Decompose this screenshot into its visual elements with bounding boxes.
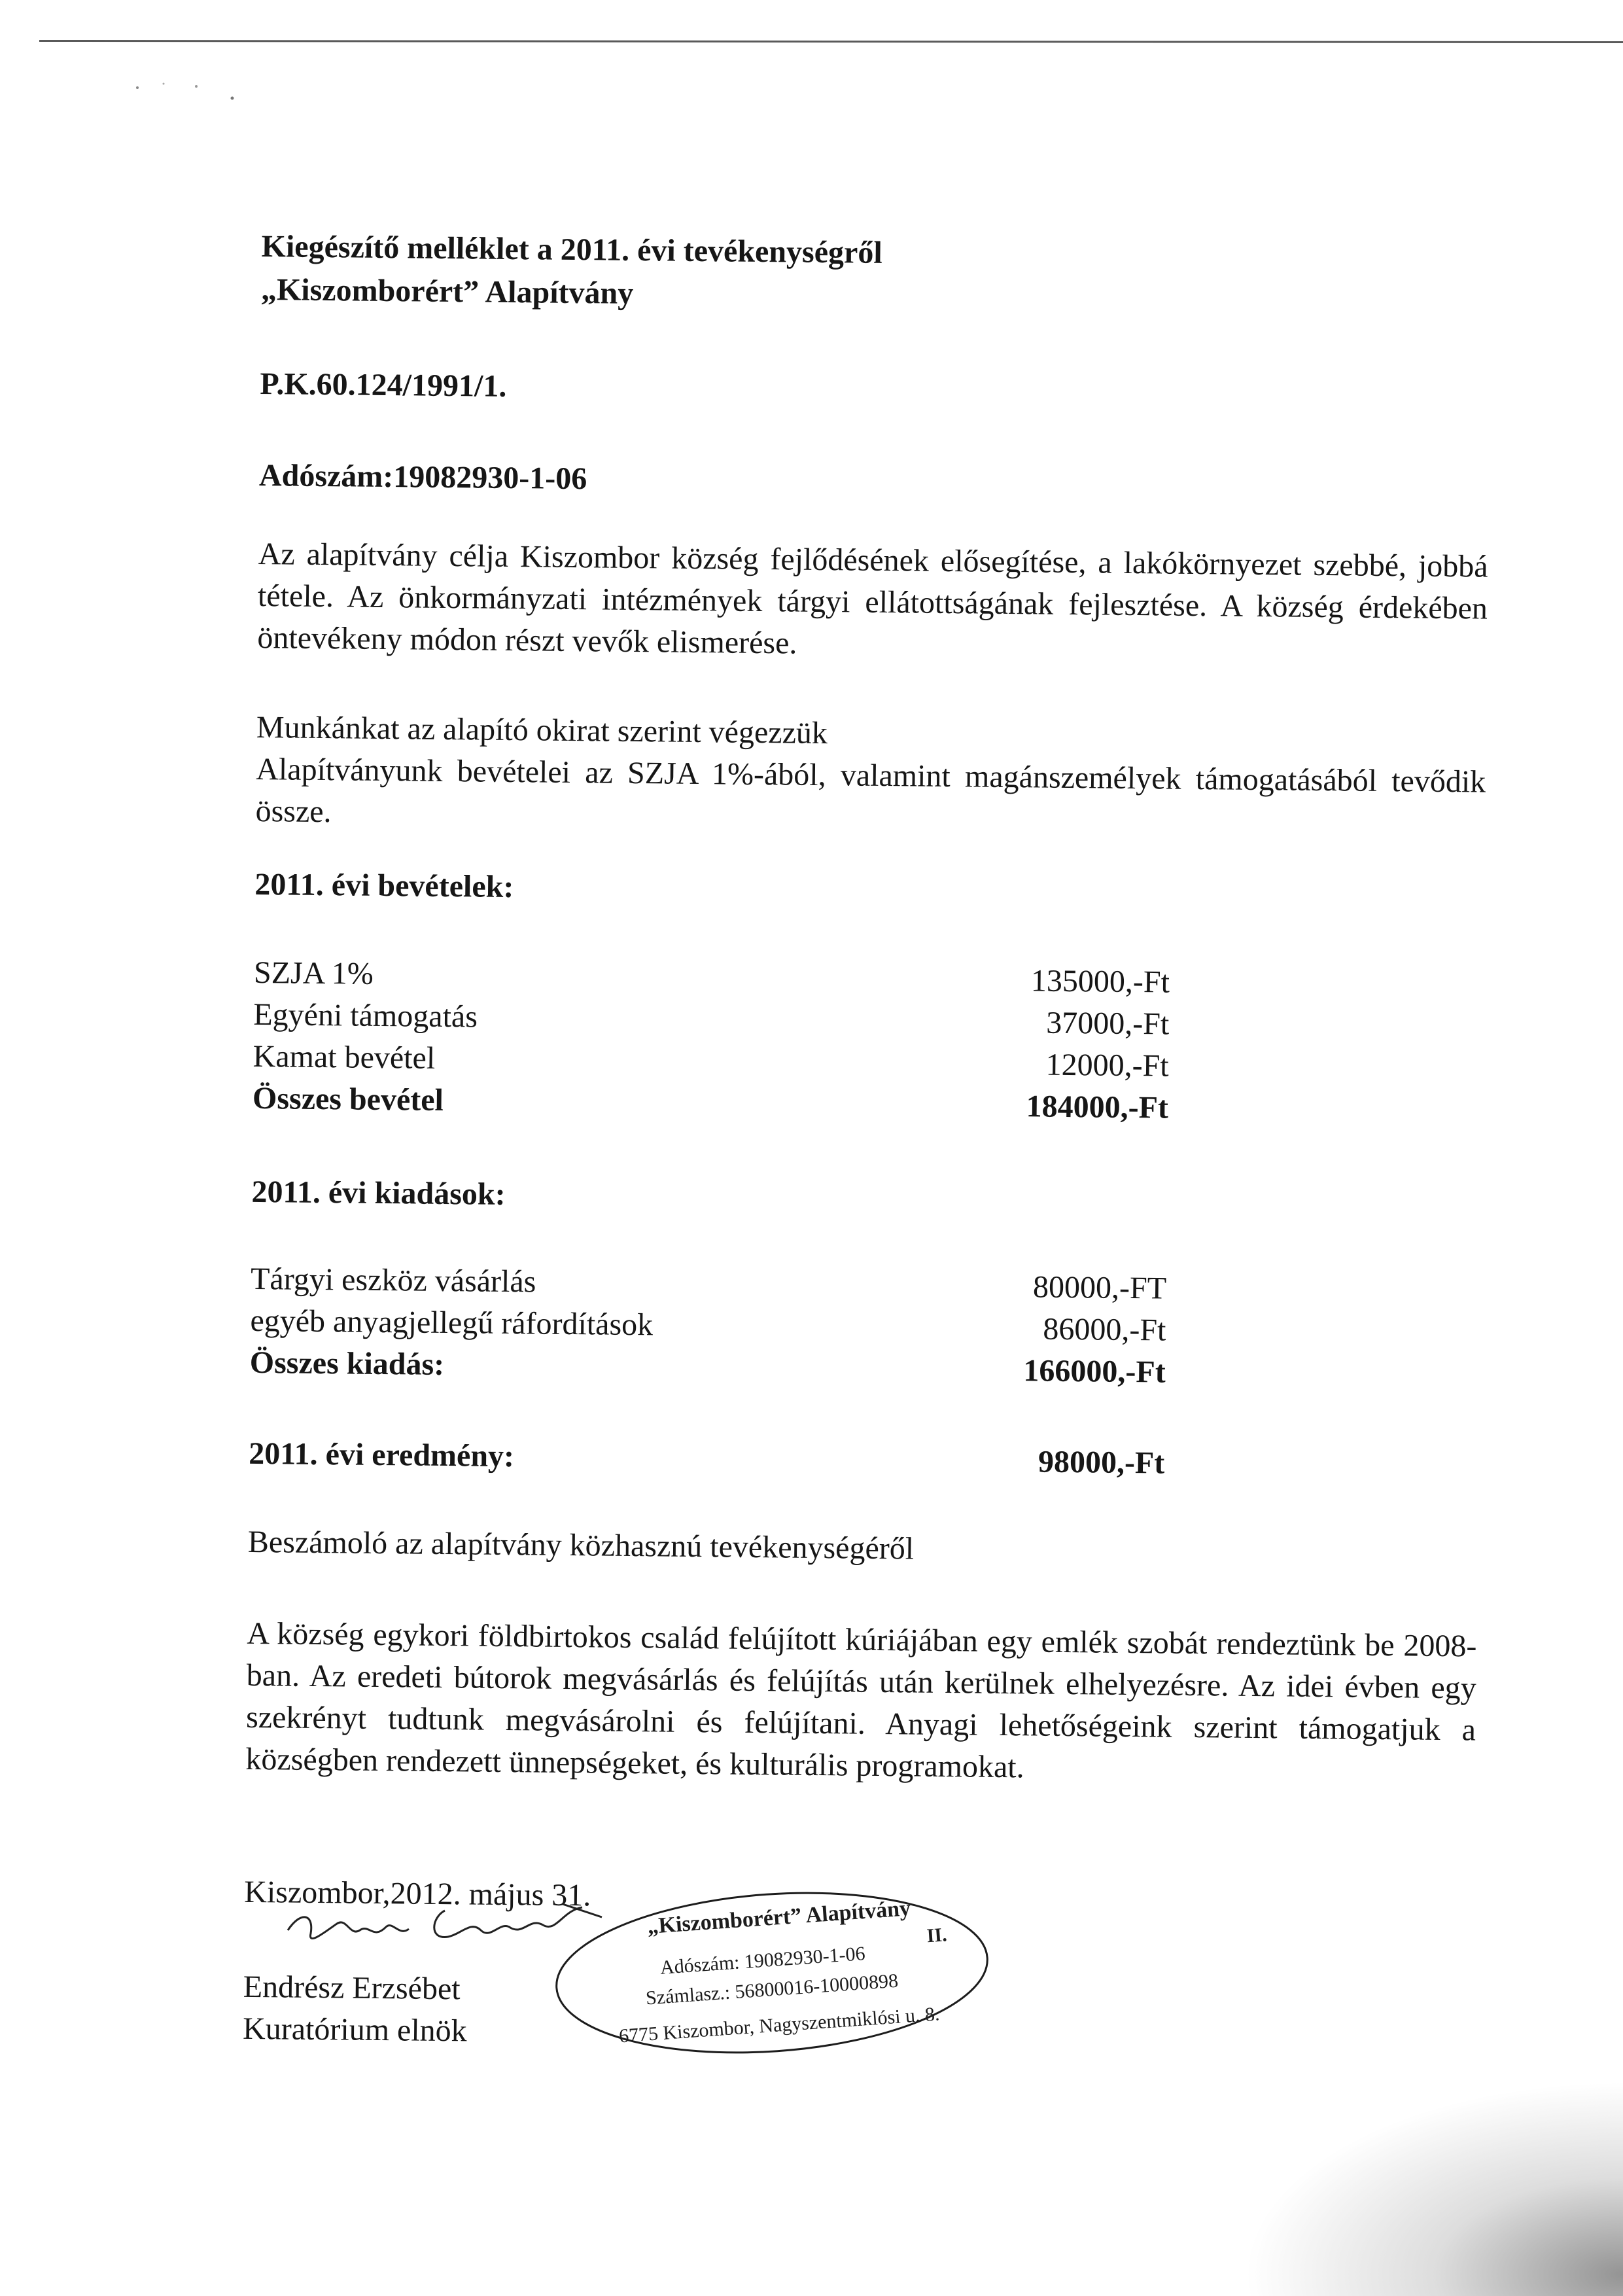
place-and-date: Kiszombor,2012. május 31. [244, 1874, 591, 1913]
income-label: Egyéni támogatás [253, 997, 478, 1034]
result-value: 98000,-Ft [1038, 1444, 1165, 1481]
result-row [249, 1433, 1165, 1485]
stamp-tax-text: Adószám: 19082930-1-06 [659, 1943, 866, 1979]
stamp-account-text: Számlasz.: 56800016-10000898 [645, 1969, 899, 2009]
scan-specks [124, 79, 255, 105]
expense-total-label: Összes kiadás: [249, 1345, 445, 1383]
report-heading: Beszámoló az alapítvány közhasznú tevékenységéről [247, 1524, 915, 1566]
foundation-name: „Kiszomborért” Alapítvány [260, 272, 634, 311]
income-label: SZJA 1% [253, 955, 374, 991]
signatory-role: Kuratórium elnök [242, 2011, 467, 2049]
expense-value: 80000,-FT [1032, 1269, 1167, 1306]
income-total-row [253, 1078, 1169, 1129]
stamp-address-text: 6775 Kiszombor, Nagyszentmiklósi u. 8. [618, 2003, 941, 2047]
income-value: 37000,-Ft [1046, 1005, 1170, 1042]
expense-label: egyéb anyagjellegű ráfordítások [250, 1303, 654, 1343]
income-label: Kamat bevétel [253, 1038, 436, 1076]
result-label: 2011. évi eredmény: [249, 1436, 515, 1474]
purpose-paragraph: Az alapítvány célja Kiszombor község fejlődésének elősegítése, a lakókörnyezet szebbé, jobbá tétele. Az önkormányzati intézmények tárgyi ellátottságának fejlesztése. A község érdekében öntevékeny módon részt vevők elismerése. [257, 536, 1488, 661]
work-statement: Munkánkat az alapító okirat szerint végezzük [256, 709, 828, 751]
expenses-heading: 2011. évi kiadások: [251, 1174, 506, 1212]
income-value: 135000,-Ft [1030, 963, 1170, 1000]
income-total-label: Összes bevétel [252, 1080, 444, 1118]
report-paragraph: A község egykori földbirtokos család felújított kúriájában egy emlék szobát rendeztünk be 2008-ban. Az eredeti bútorok megvásárlás és felújítás után kerülnek elhelyezésre. Az idei évben egy szekrényt tudtunk megvásárolni és felújítani. Anyagi lehetőségeink szerint támogatjuk a községben rendezett ünnepségeket, és kulturális programokat. [245, 1616, 1477, 1785]
income-sources-paragraph: Alapítványunk bevételei az SZJA 1%-ából, valamint magánszemélyek támogatásából tevődik össze. [255, 751, 1486, 830]
expense-total-value: 166000,-Ft [1023, 1353, 1166, 1390]
income-value: 12000,-Ft [1045, 1047, 1169, 1084]
income-heading: 2011. évi bevételek: [254, 866, 514, 905]
expense-label: Tárgyi eszköz vásárlás [250, 1261, 536, 1299]
tax-number: Adószám:19082930-1-06 [258, 457, 587, 497]
signatory-name: Endrész Erzsébet [243, 1969, 461, 2007]
registry-number: P.K.60.124/1991/1. [260, 366, 507, 404]
stamp-mark-text: II. [926, 1924, 948, 1947]
stamp-name-text: „Kiszomborért” Alapítvány [646, 1896, 912, 1939]
expense-value: 86000,-Ft [1043, 1311, 1166, 1348]
scan-edge-line [39, 40, 1623, 43]
income-total-value: 184000,-Ft [1026, 1089, 1169, 1125]
signature-stamp-area [249, 1884, 1034, 2133]
expense-total-row [249, 1342, 1166, 1394]
scan-shadow [1243, 2081, 1623, 2296]
document-title: Kiegészítő melléklet a 2011. évi tevékenységről [261, 228, 882, 270]
foundation-stamp [536, 1884, 1007, 2061]
